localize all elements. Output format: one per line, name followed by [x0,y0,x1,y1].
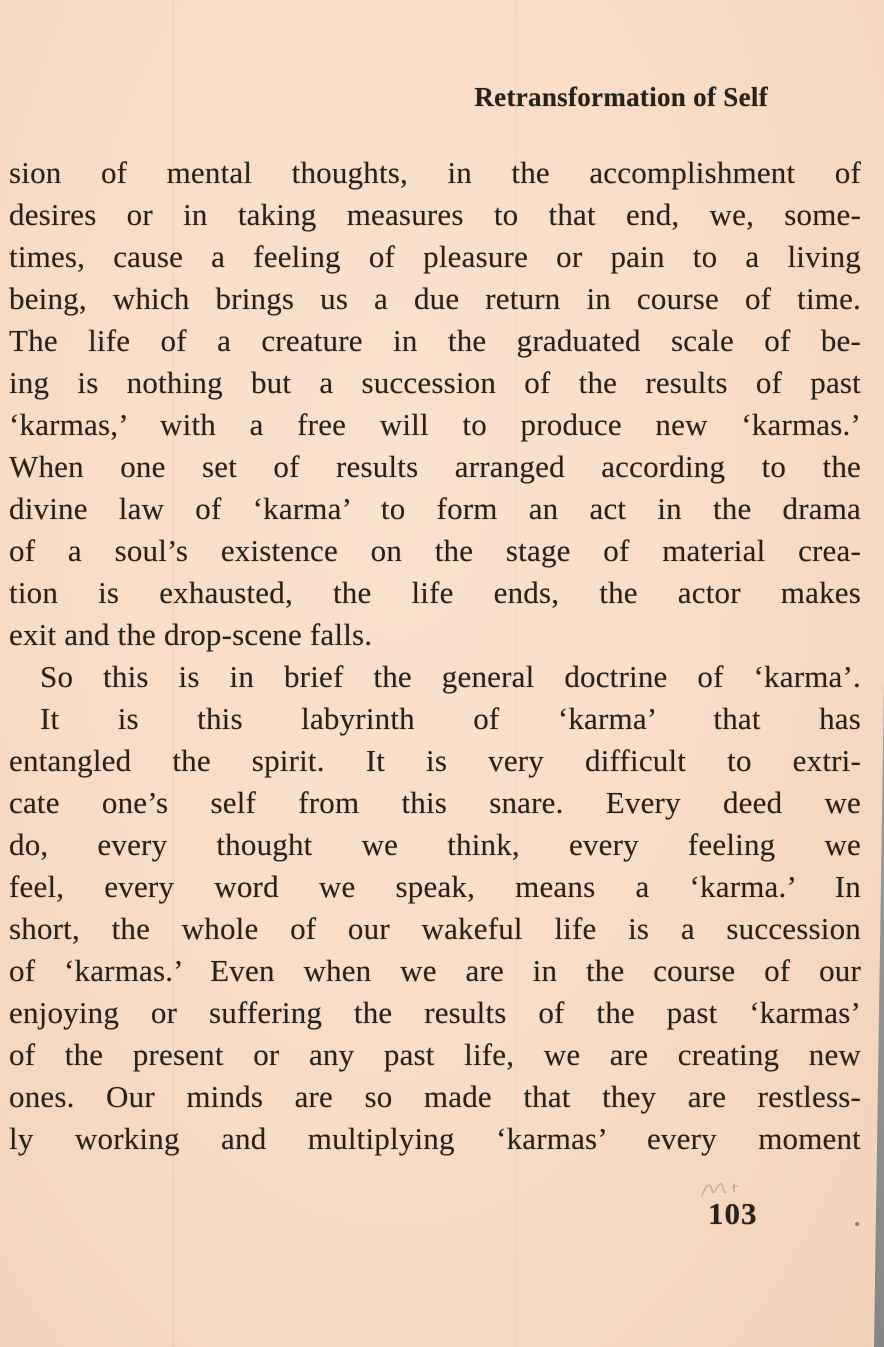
text-line: The life of a creature in the graduated scale of be- [9,323,861,358]
ink-speck [855,1222,859,1226]
text-line: divine law of ‘karma’ to form an act in the drama [9,491,861,526]
text-line: entangled the spirit. It is very difficult to extri- [9,743,861,778]
body-text [9,152,861,1160]
text-line: do, every thought we think, every feeling we [9,827,861,862]
text-line: When one set of results arranged according to the [9,449,861,484]
text-line: of ‘karmas.’ Even when we are in the course of our [9,953,861,988]
text-line: So this is in brief the general doctrine of ‘karma’. [40,659,861,694]
text-line: ‘karmas,’ with a free will to produce new ‘karmas.’ [9,407,861,442]
text-line: times, cause a feeling of pleasure or pain to a living [9,239,861,274]
running-header: Retransformation of Self [474,82,768,112]
text-line: exit and the drop-scene falls. [9,617,373,652]
text-line: ly working and multiplying ‘karmas’ every moment [9,1121,861,1156]
text-line: sion of mental thoughts, in the accomplishment of [9,155,861,190]
text-line: of a soul’s existence on the stage of material crea- [9,533,861,568]
text-line: short, the whole of our wakeful life is a succession [9,911,861,946]
scan-edge-gray [874,680,884,1347]
text-line: tion is exhausted, the life ends, the actor makes [9,575,861,610]
text-line: desires or in taking measures to that end, we, some- [9,197,861,232]
text-line: cate one’s self from this snare. Every deed we [9,785,861,820]
text-line: enjoying or suffering the results of the past ‘karmas’ [9,995,861,1030]
text-line: ing is nothing but a succession of the results of past [9,365,861,400]
page-number: 103 [708,1196,758,1231]
text-line: being, which brings us a due return in course of time. [9,281,861,316]
text-line: ones. Our minds are so made that they are restless- [9,1079,861,1114]
text-line: feel, every word we speak, means a ‘karma.’ In [9,869,861,904]
text-line: It is this labyrinth of ‘karma’ that has [40,701,861,736]
text-line: of the present or any past life, we are creating new [9,1037,861,1072]
